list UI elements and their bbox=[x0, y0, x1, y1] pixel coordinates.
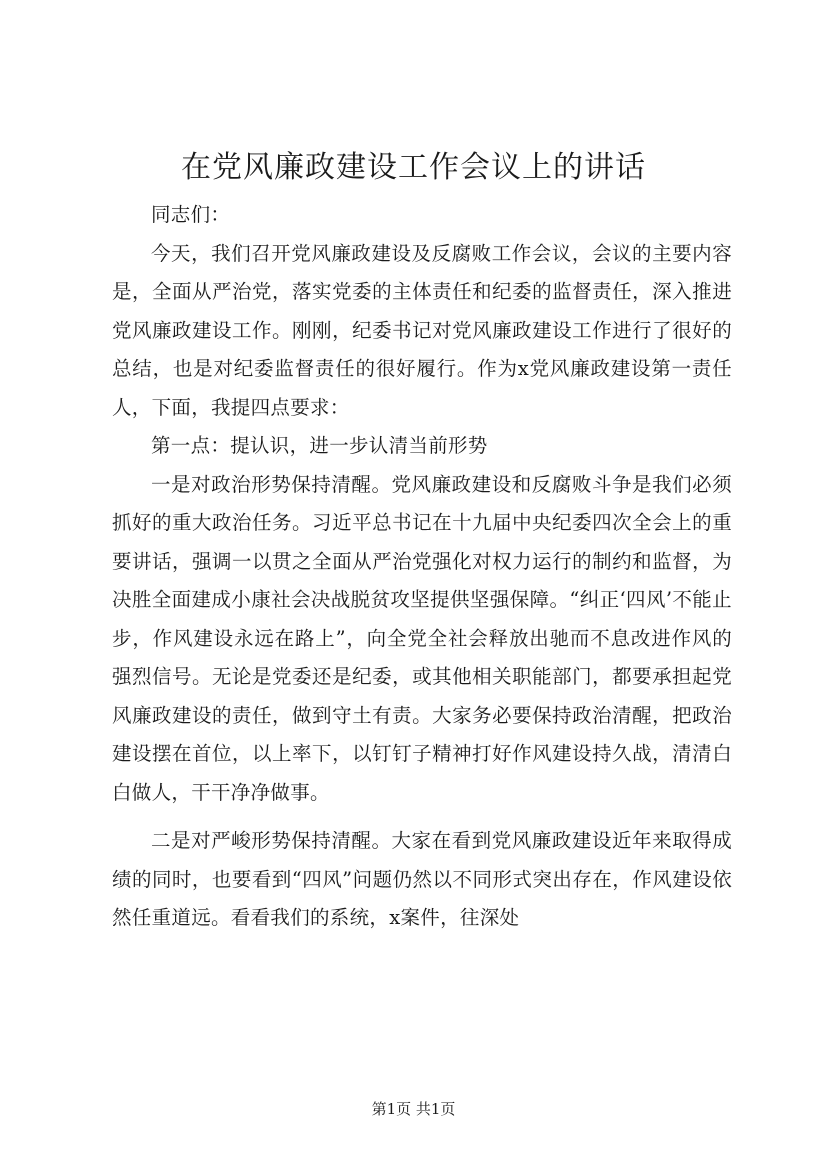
document-body bbox=[112, 196, 732, 938]
intro-paragraph: 今天，我们召开党风廉政建设及反腐败工作会议，会议的主要内容是，全面从严治党，落实党委的主体责任和纪委的监督责任，深入推进党风廉政建设工作。刚刚，纪委书记对党风廉政建设工作进行了很好的总结，也是对纪委监督责任的很好履行。作为x党风廉政建设第一责任人，下面，我提四点要求： bbox=[112, 241, 732, 419]
body-paragraph: 一是对政治形势保持清醒。党风廉政建设和反腐败斗争是我们必须抓好的重大政治任务。习近平总书记在十九届中央纪委四次全会上的重要讲话，强调一以贯之全面从严治党强化对权力运行的制约和监督，为决胜全面建成小康社会决战脱贫攻坚提供坚强保障。“纠正‘四风’不能止步，作风建设永远在路上”，向全党全社会释放出驰而不息改进作风的强烈信号。无论是党委还是纪委，或其他相关职能部门，都要承担起党风廉政建设的责任，做到守土有责。大家务必要保持政治清醒，把政治建设摆在首位，以上率下，以钉钉子精神打好作风建设持久战，清清白白做人，干干净净做事。 bbox=[112, 472, 732, 804]
document-title: 在党风廉政建设工作会议上的讲话 bbox=[181, 150, 646, 185]
section-heading-paragraph: 第一点：提认识，进一步认清当前形势 bbox=[151, 434, 488, 457]
body-paragraph: 二是对严峻形势保持清醒。大家在看到党风廉政建设近年来取得成绩的同时，也要看到“四风”问题仍然以不同形式突出存在，作风建设依然任重道远。看看我们的系统，x案件，往深处 bbox=[112, 829, 732, 929]
salutation-paragraph: 同志们： bbox=[151, 203, 231, 226]
page-footer: 第1页 共1页 bbox=[371, 1100, 456, 1118]
